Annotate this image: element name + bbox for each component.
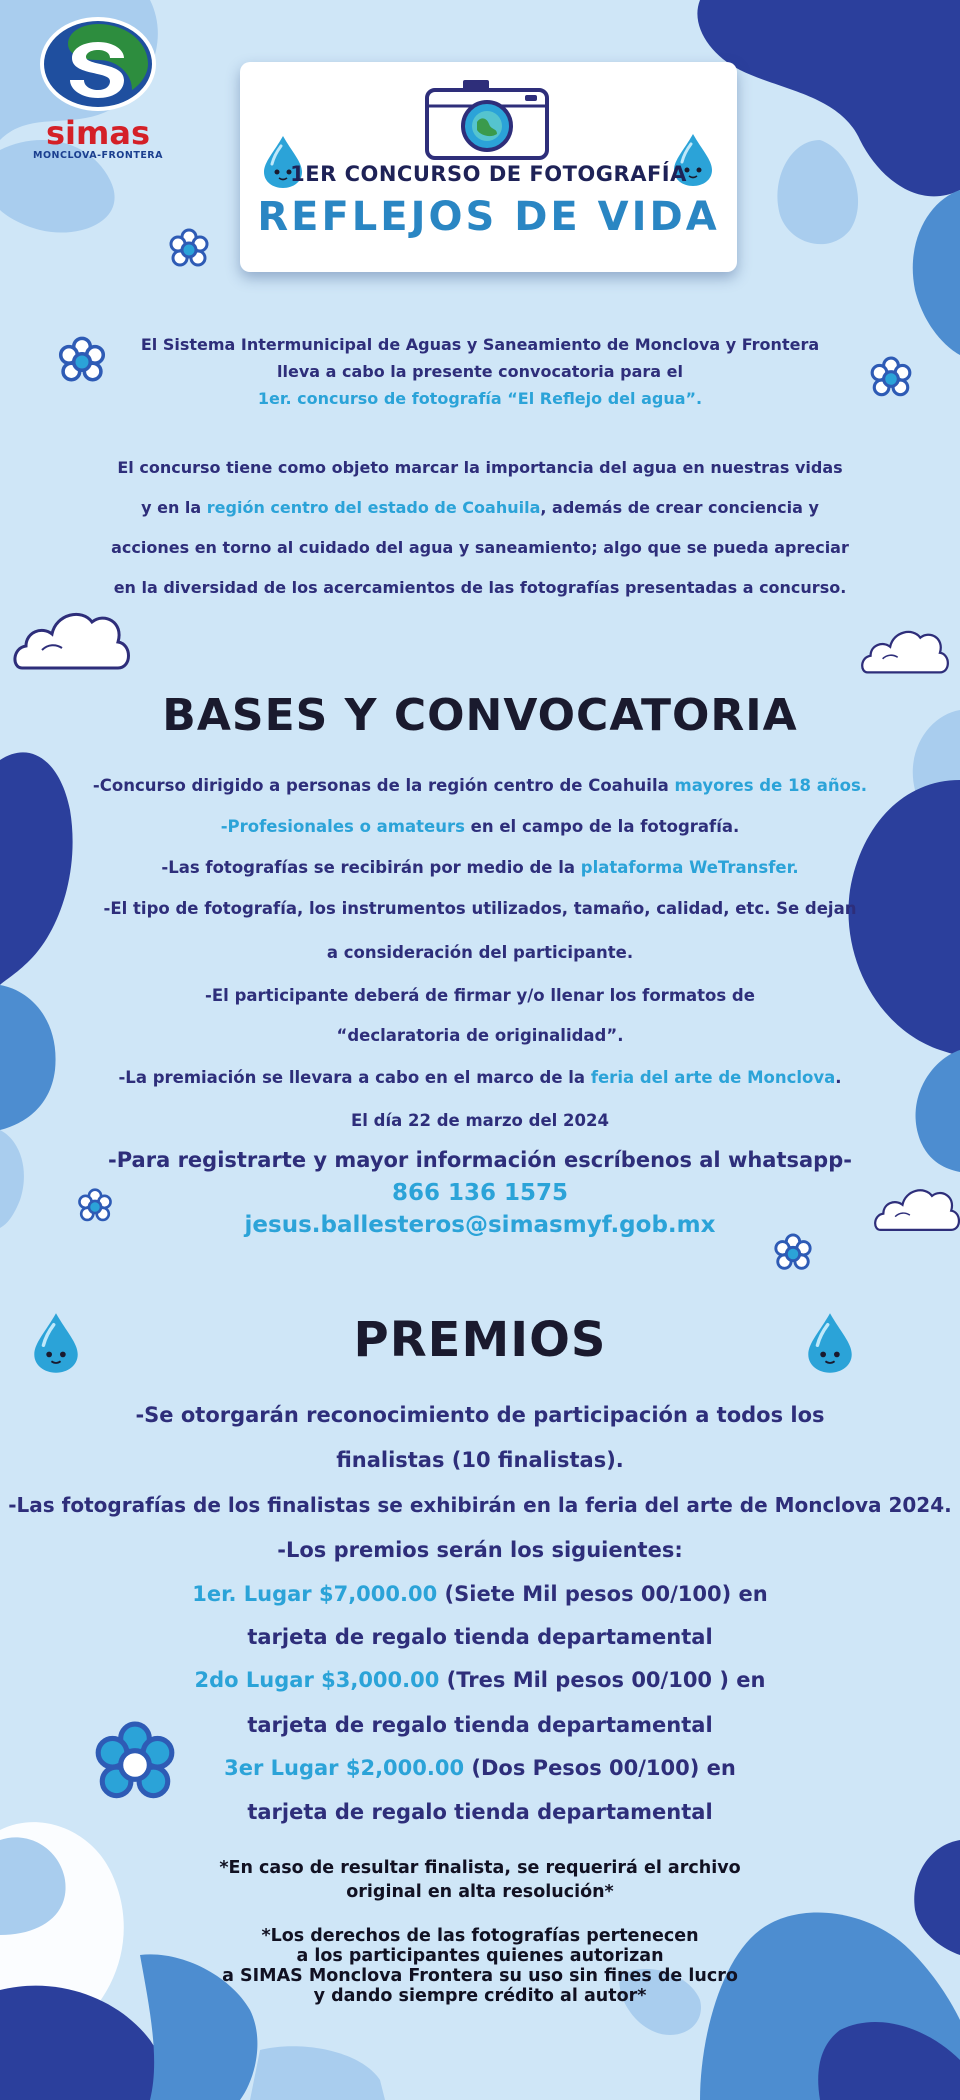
simas-logo xyxy=(28,14,168,164)
prize-desc: (Tres Mil pesos 00/100 ) en xyxy=(439,1668,766,1692)
prize-first xyxy=(0,1582,960,1606)
objective-highlight: región centro del estado de Coahuila xyxy=(206,498,541,517)
bases-text: . xyxy=(835,1068,842,1087)
intro-contest-name: 1er. concurso de fotografía “El Reflejo del agua”. xyxy=(257,389,703,408)
objective-line: El concurso tiene como objeto marcar la importancia del agua en nuestras vidas xyxy=(117,458,843,477)
logo-brand: simas xyxy=(46,114,150,152)
objective-line: en la diversidad de los acercamientos de las fotografías presentadas a concurso. xyxy=(113,578,847,597)
note-line: *En caso de resultar finalista, se requerirá el archivo xyxy=(219,1858,741,1878)
bases-item xyxy=(0,776,960,795)
prize-desc: (Dos Pesos 00/100) en xyxy=(464,1756,736,1780)
simas-logo-icon xyxy=(36,14,161,114)
contest-title: REFLEJOS DE VIDA xyxy=(257,194,720,240)
prize-first-detail: tarjeta de regalo tienda departamental xyxy=(247,1625,713,1649)
bases-text: en el campo de la fotografía. xyxy=(464,817,740,836)
contest-subtitle: 1ER CONCURSO DE FOTOGRAFÍA xyxy=(290,162,687,186)
cloud-icon xyxy=(12,598,134,676)
bases-item: a consideración del participante. xyxy=(326,943,634,962)
bases-item: -El tipo de fotografía, los instrumentos utilizados, tamaño, calidad, etc. Se dejan xyxy=(103,899,857,918)
note-line: y dando siempre crédito al autor* xyxy=(313,1986,647,2006)
logo-subtitle: MONCLOVA-FRONTERA xyxy=(33,150,163,161)
cloud-icon xyxy=(860,616,952,682)
premios-line: -Las fotografías de los finalistas se exhibirán en la feria del arte de Monclova 2024. xyxy=(8,1493,952,1517)
bases-highlight: mayores de 18 años. xyxy=(674,776,868,795)
bases-highlight: -Profesionales o amateurs xyxy=(220,817,465,836)
note-line: a SIMAS Monclova Frontera su uso sin fines de lucro xyxy=(222,1966,738,1986)
contact-phone[interactable]: 866 136 1575 xyxy=(391,1180,569,1206)
premios-line: finalistas (10 finalistas). xyxy=(336,1448,624,1472)
prize-third-detail: tarjeta de regalo tienda departamental xyxy=(247,1800,713,1824)
objective-line: acciones en torno al cuidado del agua y saneamiento; algo que se pueda apreciar xyxy=(111,538,849,557)
objective-text: , además de crear conciencia y xyxy=(540,498,819,517)
prize-desc: (Siete Mil pesos 00/100) en xyxy=(437,1582,768,1606)
prize-amount: 2do Lugar $3,000.00 xyxy=(194,1668,440,1692)
bases-heading: BASES Y CONVOCATORIA xyxy=(162,690,798,741)
title-card xyxy=(240,62,737,272)
bases-item: -El participante deberá de firmar y/o llenar los formatos de xyxy=(205,986,755,1005)
premios-heading: PREMIOS xyxy=(353,1312,607,1368)
bases-item xyxy=(0,817,960,836)
bases-text: -La premiación se llevara a cabo en el marco de la xyxy=(118,1068,591,1087)
prize-amount: 1er. Lugar $7,000.00 xyxy=(192,1582,438,1606)
bases-item xyxy=(0,1068,960,1087)
event-date: El día 22 de marzo del 2024 xyxy=(351,1111,609,1130)
objective-text: y en la xyxy=(141,498,207,517)
contact-email[interactable]: jesus.ballesteros@simasmyf.gob.mx xyxy=(244,1212,716,1238)
bases-highlight: feria del arte de Monclova xyxy=(590,1068,836,1087)
prize-amount: 3er Lugar $2,000.00 xyxy=(224,1756,465,1780)
prize-second-detail: tarjeta de regalo tienda departamental xyxy=(247,1713,713,1737)
premios-line: -Los premios serán los siguientes: xyxy=(277,1538,683,1562)
intro-line: El Sistema Intermunicipal de Aguas y Saneamiento de Monclova y Frontera xyxy=(140,335,820,354)
intro-line: lleva a cabo la presente convocatoria para el xyxy=(277,362,683,381)
flower-icon xyxy=(167,228,211,272)
bases-text: -Las fotografías se recibirán por medio de la xyxy=(161,858,581,877)
objective-line xyxy=(0,498,960,517)
bases-text: -Concurso dirigido a personas de la región centro de Coahuila xyxy=(92,776,675,795)
premios-line: -Se otorgarán reconocimiento de participación a todos los xyxy=(135,1403,825,1427)
bases-highlight: plataforma WeTransfer. xyxy=(580,858,799,877)
flower-icon xyxy=(772,1233,814,1275)
contact-line: -Para registrarte y mayor información escríbenos al whatsapp- xyxy=(108,1148,852,1172)
note-line: *Los derechos de las fotografías pertenecen xyxy=(261,1926,699,1946)
prize-third xyxy=(0,1756,960,1780)
camera-icon xyxy=(425,78,550,160)
note-line: original en alta resolución* xyxy=(346,1882,614,1902)
note-line: a los participantes quienes autorizan xyxy=(296,1946,664,1966)
bases-highlight: “declaratoria de originalidad”. xyxy=(336,1026,624,1045)
bases-item xyxy=(0,858,960,877)
prize-second xyxy=(0,1668,960,1692)
